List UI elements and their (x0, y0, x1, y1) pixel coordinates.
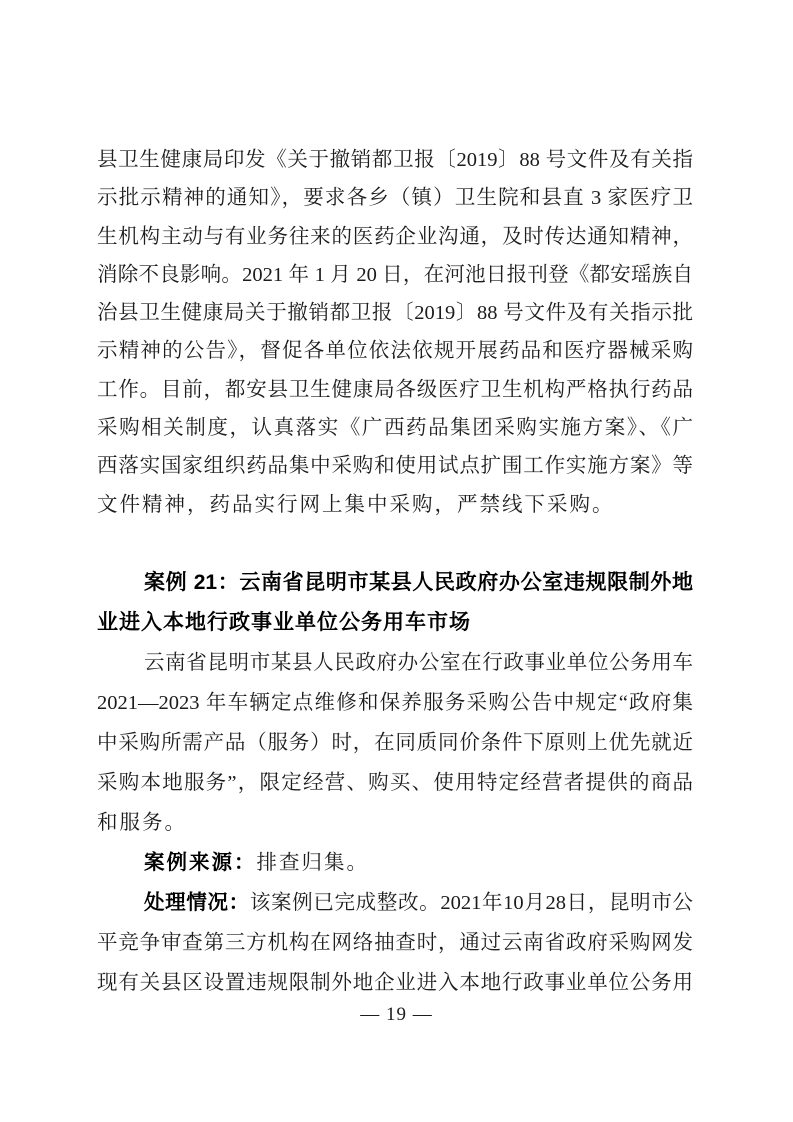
body-text (97, 141, 693, 1003)
case-source-label: 案例来源： (144, 850, 257, 874)
continuation-paragraph (97, 141, 693, 524)
text-line: 2021—2023 年车辆定点维修和保养服务采购公告中规定“政府集 (97, 691, 693, 714)
case-heading (97, 563, 693, 643)
text-line: 西落实国家组织药品集中采购和使用试点扩围工作实施方案》等 (97, 455, 693, 478)
text-line: 示批示精神的通知》，要求各乡（镇）卫生院和县直 3 家医疗卫 (97, 187, 693, 210)
text-line: 文件精神，药品实行网上集中采购，严禁线下采购。 (97, 493, 615, 516)
text-line: 治县卫生健康局关于撤销都卫报〔2019〕88 号文件及有关指示批 (97, 302, 693, 325)
case-source-text: 排查归集。 (256, 851, 369, 874)
text-line: 工作。目前，都安县卫生健康局各级医疗卫生机构严格执行药品 (97, 378, 693, 401)
case-heading-line: 业进入本地行政事业单位公务用车市场 (97, 610, 471, 634)
text-line: 生机构主动与有业务往来的医药企业沟通，及时传达通知精神， (97, 225, 693, 248)
text-line: 县卫生健康局印发《关于撤销都卫报〔2019〕88 号文件及有关指 (97, 149, 693, 171)
case-source-line (97, 843, 693, 883)
text-line: 消除不良影响。2021 年 1 月 20 日，在河池日报刊登《都安瑶族自 (97, 263, 693, 286)
case-section (97, 563, 693, 1003)
text-line: 中采购所需产品（服务）时，在同质同价条件下原则上优先就近 (97, 731, 693, 754)
text-line: 现有关县区设置违规限制外地企业进入本地行政事业单位公务用 (97, 971, 693, 994)
text-line: 采购本地服务”，限定经营、购买、使用特定经营者提供的商品 (97, 771, 693, 794)
text-line: 和服务。 (97, 811, 187, 834)
text-line: 采购相关制度，认真落实《广西药品集团采购实施方案》、《广 (97, 417, 693, 440)
case-description-paragraph (97, 643, 693, 843)
handling-text: 该案例已完成整改。2021年10月28日，昆明市公 (249, 891, 693, 914)
text-line: 云南省昆明市某县人民政府办公室在行政事业单位公务用车 (144, 651, 693, 674)
blank-line (97, 524, 693, 563)
text-line: 平竞争审查第三方机构在网络抽查时，通过云南省政府采购网发 (97, 931, 693, 954)
case-heading-line: 案例 21：云南省昆明市某县人民政府办公室违规限制外地 (144, 570, 693, 594)
handling-label: 处理情况： (144, 890, 250, 914)
page-number: — 19 — (360, 1004, 433, 1025)
text-line: 示精神的公告》，督促各单位依法依规开展药品和医疗器械采购 (97, 340, 693, 363)
handling-paragraph (97, 883, 693, 1003)
text-line (97, 883, 693, 923)
